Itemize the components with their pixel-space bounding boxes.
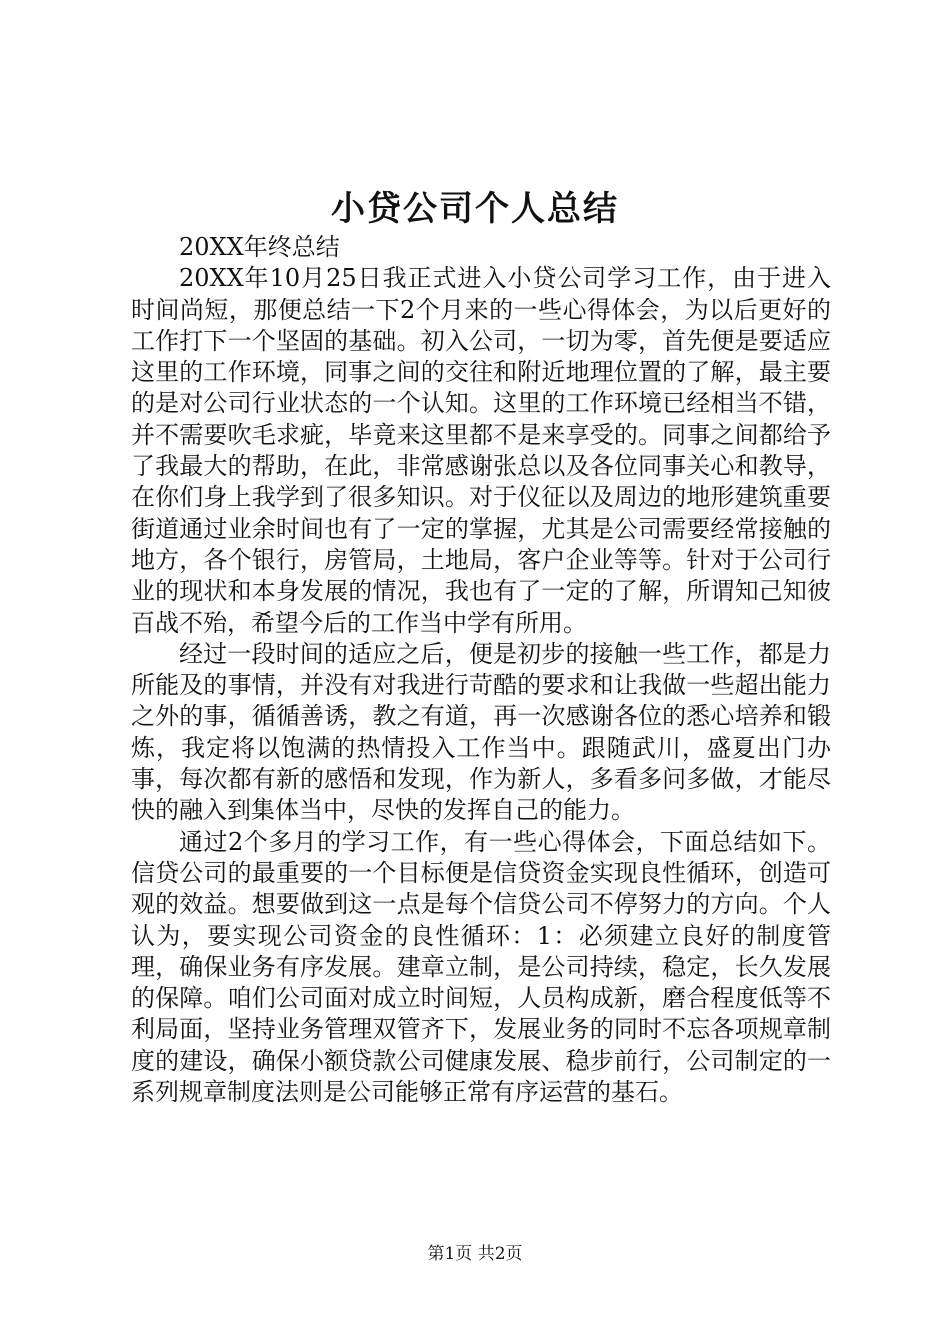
document-title: 小贷公司个人总结 <box>331 189 619 229</box>
paragraph-1: 20XX年10月25日我正式进入小贷公司学习工作，由于进入时间尚短，那便总结一下2个月来的一些心得体会，为以后更好的工作打下一个坚固的基础。初入公司，一切为零，首先便是要适应这里的工作环境，同事之间的交往和附近地理位置的了解，最主要的是对公司行业状态的一个认知。这里的工作环境已经相当不错，并不需要吹毛求疵，毕竟来这里都不是来享受的。同事之间都给予了我最大的帮助，在此，非常感谢张总以及各位同事关心和教导，在你们身上我学到了很多知识。对于仪征以及周边的地形建筑重要街道通过业余时间也有了一定的掌握，尤其是公司需要经常接触的地方，各个银行，房管局，土地局，客户企业等等。针对于公司行业的现状和本身发展的情况，我也有了一定的了解，所谓知己知彼百战不殆，希望今后的工作当中学有所用。 <box>131 264 831 637</box>
paragraph-2: 经过一段时间的适应之后，便是初步的接触一些工作，都是力所能及的事情，并没有对我进行苛酷的要求和让我做一些超出能力之外的事，循循善诱，教之有道，再一次感谢各位的悉心培养和锻炼，我定将以饱满的热情投入工作当中。跟随武川，盛夏出门办事，每次都有新的感悟和发现，作为新人，多看多问多做，才能尽快的融入到集体当中，尽快的发挥自己的能力。 <box>131 639 831 825</box>
document-body <box>131 232 831 1108</box>
paragraph-3: 通过2个多月的学习工作，有一些心得体会，下面总结如下。信贷公司的最重要的一个目标便是信贷资金实现良性循环，创造可观的效益。想要做到这一点是每个信贷公司不停努力的方向。个人认为，要实现公司资金的良性循环：1：必须建立良好的制度管理，确保业务有序发展。建章立制，是公司持续，稳定，长久发展的保障。咱们公司面对成立时间短，人员构成新，磨合程度低等不利局面，坚持业务管理双管齐下，发展业务的同时不忘各项规章制度的建设，确保小额贷款公司健康发展、稳步前行，公司制定的一系列规章制度法则是公司能够正常有序运营的基石。 <box>131 827 831 1107</box>
document-subtitle: 20XX年终总结 <box>179 233 340 261</box>
page-number-footer: 第1页 共2页 <box>427 1244 523 1264</box>
